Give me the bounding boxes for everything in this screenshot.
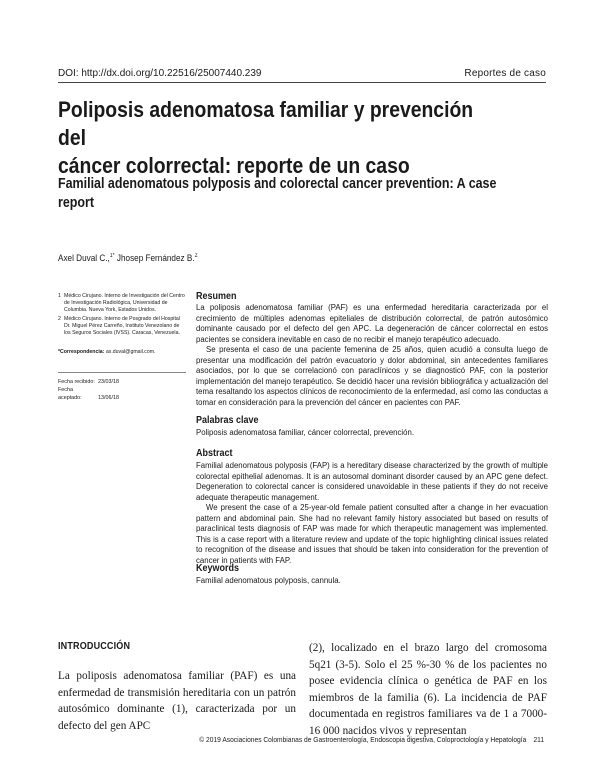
abstract-heading: Abstract bbox=[196, 448, 233, 459]
intro-right-column: (2), localizado en el brazo largo del cromosoma 5q21 (3-5). Solo el 25 %-30 % de los pacientes no posee evidencia clínica o genética de PAF en los miembros de la familia (6). La incidencia de PAF documentada en registros familiares va de 1 a 7000-16 000 nacidos vivos y representan bbox=[309, 642, 547, 737]
header-divider bbox=[58, 82, 546, 83]
affiliation-text: Médico Cirujano. Interno de Posgrado del Hospital Dr. Miguel Pérez Carreño, Instituto Venezolano de los Seguros Sociales (IVSS). Caracas, Venezuela. bbox=[64, 316, 180, 337]
palabras-clave-heading: Palabras clave bbox=[196, 415, 259, 426]
received-date-row bbox=[58, 378, 119, 386]
author-1-affiliation-mark: 1* bbox=[109, 253, 115, 259]
english-title-line-2: report bbox=[58, 195, 95, 211]
keywords-text: Familial adenomatous polyposis, cannula. bbox=[196, 576, 341, 585]
abstract-paragraph-1: Familial adenomatous polyposis (FAP) is a hereditary disease characterized by the growth of multiple colorectal epithelial adenomas. It is an autosomal dominant disorder caused by an APC gene defect. Degeneration to colorectal cancer is considered unavoidable in these patients if they do not receive adequate therapeutic management. bbox=[196, 461, 548, 502]
affiliation-1 bbox=[58, 293, 186, 315]
accepted-label: Fecha aceptado: bbox=[58, 387, 82, 401]
affiliation-text: Médico Cirujano. Interno de Investigación del Centro de Investigación Radiológica, Universidad de Columbia. Nueva York, Estados Unidos. bbox=[64, 293, 185, 314]
correspondence-label: *Correspondencia: bbox=[58, 349, 105, 355]
introduccion-heading: INTRODUCCIÓN bbox=[58, 641, 131, 652]
affiliation-2 bbox=[58, 316, 186, 338]
english-title bbox=[58, 175, 540, 213]
accepted-date-row bbox=[58, 386, 119, 402]
spanish-title-line-2: cáncer colorrectal: reporte de un caso bbox=[58, 153, 410, 178]
article-dates bbox=[58, 378, 119, 402]
resumen-paragraph-1: La poliposis adenomatosa familiar (PAF) es una enfermedad hereditaria caracterizada por el crecimiento de múltiples adenomas epiteliales de distribución colorrectal, de patrón autosómico dominante causado por el defecto del gen APC. La degeneración de cáncer colorrectal en estos pacientes se considera inevitable en caso de no recibir el manejo terapéutico adecuado. bbox=[196, 303, 548, 344]
affiliation-number: 2 bbox=[58, 316, 61, 322]
affiliation-number: 1 bbox=[58, 293, 61, 299]
english-title-line-1: Familial adenomatous polyposis and colorectal cancer prevention: A case bbox=[58, 176, 497, 192]
palabras-clave-text: Poliposis adenomatosa familiar, cáncer colorrectal, prevención. bbox=[196, 428, 414, 437]
correspondence bbox=[58, 349, 188, 355]
resumen-heading: Resumen bbox=[196, 291, 237, 302]
keywords-heading: Keywords bbox=[196, 563, 240, 574]
author-list bbox=[58, 253, 197, 264]
abstract-paragraph-2: We present the case of a 25-year-old female patient consulted after a change in her evacuation pattern and abdominal pain. She had no relevant family history associated but based on results of paraclinical tests diagnosis of FAP was made for which therapeutic management was implemented. This is a case report with a literature review and update of the topic highlighting clinical issues related to recognition of the disease and issues that should be taken into consideration for the prevention of cancer in patients with FAP. bbox=[196, 503, 548, 565]
accepted-date: 13/06/18 bbox=[98, 395, 119, 401]
author-1-name: Axel Duval C., bbox=[58, 253, 110, 265]
spanish-title bbox=[58, 96, 505, 180]
page-number: 211 bbox=[533, 735, 544, 744]
dates-divider bbox=[58, 372, 186, 373]
received-label: Fecha recibido: bbox=[58, 379, 95, 385]
correspondence-email[interactable]: ax.duval@gmail.com. bbox=[104, 349, 156, 355]
page-footer bbox=[199, 735, 544, 744]
spanish-title-line-1: Poliposis adenomatosa familiar y prevención del bbox=[58, 97, 474, 150]
received-date: 23/03/18 bbox=[98, 379, 119, 385]
author-2-name: Jhosep Fernández B. bbox=[114, 253, 195, 265]
doi-link[interactable]: DOI: http://dx.doi.org/10.22516/25007440.239 bbox=[58, 68, 262, 79]
author-2-affiliation-mark: 2 bbox=[194, 253, 198, 259]
section-label: Reportes de caso bbox=[464, 68, 546, 79]
footer-copyright: © 2019 Asociaciones Colombianas de Gastroenterología, Endoscopia digestiva, Coloproctología y Hepatología bbox=[199, 735, 527, 744]
resumen-paragraph-2: Se presenta el caso de una paciente femenina de 25 años, quien acudió a consulta luego de presentar una modificación del patrón evacuatorio y dolor abdominal, sin antecedentes familiares asociados, por lo que se correlacionó con paraclínicos y se diagnosticó PAF, con la posterior implementación del manejo terapéutico. Se decidió hacer una revisión bibliográfica y actualización del tema resaltando los aspectos clínicos de reconocimiento de la enfermedad, así como las conductas a tomar en consideración para la prevención del cáncer en pacientes con PAF. bbox=[196, 345, 548, 407]
intro-left-column: La poliposis adenomatosa familiar (PAF) es una enfermedad de transmisión hereditaria con un patrón autosómico dominante (1), caracterizada por un defecto del gen APC bbox=[58, 670, 296, 732]
